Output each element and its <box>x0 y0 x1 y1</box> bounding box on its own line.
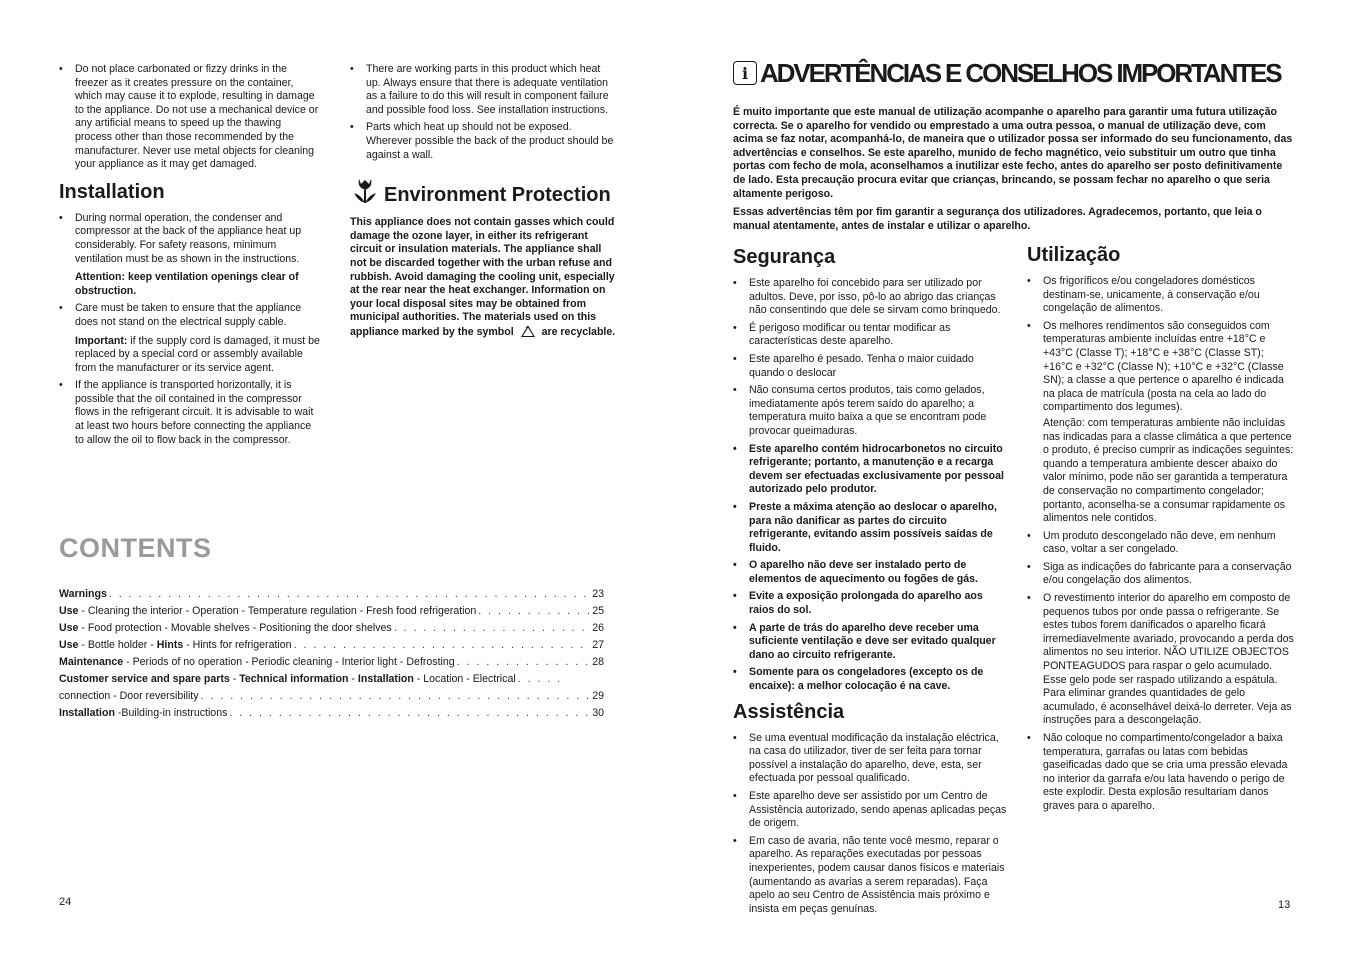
toc-text: connection - Door reversibility <box>59 690 199 702</box>
list-item <box>59 212 321 299</box>
toc-leader <box>518 673 564 685</box>
left-column-2 <box>350 63 618 339</box>
seguranca-list <box>733 277 1008 694</box>
environment-text <box>350 216 618 339</box>
list-item <box>1027 320 1295 526</box>
environment-text-main: This appliance does not contain gasses which could damage the ozone layer, in either its refrigerant circuit or insulation materials. The appliance shall not be discarded together with the urban refuse and rubbish. Avoid damaging the cooling unit, especially at the rear near the heat exchanger. Information on your local disposal sites may be obtained from municipal authorities. The materials used on this appliance marked by the symbol <box>350 216 615 338</box>
list-item: • A parte de trás do aparelho deve receber uma suficiente ventilação e deve ser evitado qualquer dano ao circuito refrigerante. <box>733 622 1008 663</box>
important-label: Important: <box>75 334 128 347</box>
toc-text: - Cleaning the interior - Operation - Temperature regulation - Fresh food refrigeration <box>78 605 477 617</box>
toc-page: 26 <box>592 622 604 634</box>
list-item: • Parts which heat up should not be exposed. Wherever possible the back of the product should be against a wall. <box>350 121 618 162</box>
ventilation-list <box>350 63 618 162</box>
pt-intro <box>733 106 1293 238</box>
toc-leader <box>109 588 590 600</box>
toc-page: 23 <box>592 588 604 600</box>
environment-text-end: are recyclable. <box>541 325 616 338</box>
pt-page-title <box>733 58 1281 88</box>
toc-text: - Hints for refrigeration <box>183 639 292 651</box>
climate-attention-note: Atenção: com temperaturas ambiente não incluídas nas indicadas para a classe climática a que pertence o produto, é preciso cumprir as indicações seguintes: quando a temperatura ambiente descer abaixo do valor mínimo, pode não ser garantida a temperatura de conservação no compartimento congelador; portanto, aconselha-se a consumar rapidamente os alimentos nele contidos. <box>1043 416 1294 525</box>
intro-paragraph-2: Essas advertências têm por fim garantir a segurança dos utilizadores. Agradecemos, portanto, que leia o manual atentamente, antes de instalar e utilizar o aparelho. <box>733 206 1262 232</box>
toc-row[interactable] <box>59 690 604 707</box>
toc-leader <box>394 622 590 634</box>
list-item: • Somente para os congeladores (excepto os de encaixe): a melhor colocação é na cave. <box>733 666 1008 693</box>
environment-header <box>350 176 618 206</box>
installation-list <box>59 212 321 448</box>
info-icon: i <box>733 61 757 85</box>
list-item: • Evite a exposição prolongada do aparelho aos raios do sol. <box>733 590 1008 617</box>
seguranca-heading: Segurança <box>733 246 836 268</box>
toc-text: - Food protection - Movable shelves - Positioning the door shelves <box>78 622 392 634</box>
toc-page: 28 <box>592 656 604 668</box>
toc-page: 25 <box>592 605 604 617</box>
tulip-icon <box>350 176 380 206</box>
toc-bold: Use <box>59 639 79 651</box>
page-number-right: 13 <box>1278 899 1291 911</box>
toc-text: - Bottle holder - <box>78 639 157 651</box>
list-item: • Um produto descongelado não deve, em nenhum caso, voltar a ser congelado. <box>1027 530 1295 557</box>
list-item: • O revestimento interior do aparelho em composto de pequenos tubos por onde passa o refrigerante. Se estes tubos forem danificados o aparelho ficará irremediavelmente avariado, provocando a perda dos alimentos no seu interior. NÃO UTILIZE OBJECTOS PONTEAGUDOS para raspar o gelo acumulado. Esse gelo pode ser raspado utilizando a espátula. Para eliminar grandes quantidades de gelo acumulado, é aconselhável deixá-lo derreter. Veja as instruções para a descongelação. <box>1027 592 1295 728</box>
toc-bold: Use <box>59 622 79 634</box>
list-item: • Se uma eventual modificação da instalação eléctrica, na casa do utilizador, tiver de ser feita para tornar possível a instalação do aparelho, deve, esta, ser efectuada por pessoal qualificado. <box>733 732 1008 786</box>
toc-leader <box>201 690 591 702</box>
left-column-1 <box>59 63 321 451</box>
attention-note: Attention: keep ventilation openings clear of obstruction. <box>75 271 299 297</box>
toc-bold: Maintenance <box>59 656 124 668</box>
intro-paragraph-1: É muito importante que este manual de utilização acompanhe o aparelho para garantir uma futura utilização correcta. Se o aparelho for vendido ou emprestado a uma outra pessoa, o manual de utilização deve, com acima se faz notar, acompanhá-lo, de maneira que o utilizador possa ser informado do seu funcionamento, das advertências e conselhos. Se este aparelho, munido de fecho magnético, veio substituir um outro que tinha portas com fecho de mola, aconselhamos a inutilizar este fecho, antes do aparelho ser posto definitivamente de lado. Esta precaução procura evitar que crianças, brincando, se possam fechar no aparelho o que seria altamente perigoso. <box>733 106 1293 200</box>
list-item: • É perigoso modificar ou tentar modificar as características deste aparelho. <box>733 322 1008 349</box>
list-item: • Este aparelho foi concebido para ser utilizado por adultos. Deve, por isso, pô-lo ao abrigo das crianças não consentindo que dele se sirvam como brinquedo. <box>733 277 1008 318</box>
toc-page: 27 <box>592 639 604 651</box>
list-item: • Este aparelho deve ser assistido por um Centro de Assistência autorizado, sendo apenas aplicadas peças de origem. <box>733 790 1008 831</box>
toc-leader <box>294 639 591 651</box>
climate-class-text: Os melhores rendimentos são conseguidos com temperaturas ambiente incluídas entre +18°C e +43°C (Classe T); +18°C e +38°C (Classe ST); +16°C e +32°C (Classe N); +10°C e +32°C (Classe SN); a classe a que pertence o aparelho é indicada na placa de matrícula (posta na cela ao lado do compartimento dos legumes). <box>1043 319 1284 414</box>
toc-row[interactable] <box>59 707 604 724</box>
page-number-left: 24 <box>59 896 72 908</box>
right-column-2 <box>1027 243 1295 818</box>
assistencia-list <box>733 732 1008 917</box>
right-column-1 <box>733 245 1008 920</box>
table-of-contents <box>59 588 604 724</box>
installation-heading: Installation <box>59 180 165 203</box>
important-text: if the supply cord is damaged, it must be replaced by a special cord or assembly available from the manufacturer or its service agent. <box>75 334 320 374</box>
utilizacao-list <box>1027 275 1295 814</box>
toc-bold: Warnings <box>59 588 107 600</box>
list-item: • Este aparelho contém hidrocarbonetos no circuito refrigerante; portanto, a manutenção e a recarga devem ser efectuadas exclusivamente por pessoal autorizado pelo produtor. <box>733 443 1008 497</box>
toc-page: 29 <box>592 690 604 702</box>
toc-row[interactable] <box>59 639 604 656</box>
toc-bold: Hints <box>156 639 184 651</box>
toc-text: - Periods of no operation - Periodic cleaning - Interior light - Defrosting <box>123 656 455 668</box>
list-item: • If the appliance is transported horizontally, it is possible that the oil contained in the compressor flows in the refrigerant circuit. It is advisable to wait at least two hours before connecting the appliance to allow the oil to flow back in the compressor. <box>59 379 321 447</box>
toc-row[interactable] <box>59 622 604 639</box>
toc-page: 30 <box>592 707 604 719</box>
list-item: • Não consuma certos produtos, tais como gelados, imediatamente após terem saído do aparelho; a temperatura muito baixa a que se encontram pode provocar queimaduras. <box>733 384 1008 438</box>
list-item: • Do not place carbonated or fizzy drinks in the freezer as it creates pressure on the container, which may cause it to explode, resulting in damage to the appliance. Do not use a mechanical device or any artificial means to speed up the thawing process other than those recommended by the manufacturer. Never use metal objects for cleaning your appliance as it may get damaged. <box>59 63 321 172</box>
toc-bold: Technical information <box>239 673 349 685</box>
toc-text: - <box>348 673 358 685</box>
environment-heading: Environment Protection <box>384 184 611 207</box>
toc-bold: Installation <box>59 707 115 719</box>
freezer-warning-list <box>59 63 321 172</box>
list-item: • Preste a máxima atenção ao deslocar o aparelho, para não danificar as partes do circuito refrigerante, evitando assim possíveis saídas de fluido. <box>733 501 1008 555</box>
toc-leader <box>229 707 590 719</box>
toc-bold: Installation <box>357 673 414 685</box>
recycle-icon <box>520 325 536 339</box>
toc-row[interactable] <box>59 656 604 673</box>
list-item: • Os frigoríficos e/ou congeladores domésticos destinam-se, unicamente, à conservação e/ou congelação de alimentos. <box>1027 275 1295 316</box>
toc-leader <box>478 605 590 617</box>
assistencia-heading: Assistência <box>733 700 845 723</box>
toc-row[interactable] <box>59 605 604 622</box>
contents-title: CONTENTS <box>59 533 212 563</box>
list-item: • O aparelho não deve ser instalado perto de elementos de aquecimento ou fogões de gás. <box>733 559 1008 586</box>
toc-leader <box>457 656 591 668</box>
toc-row[interactable] <box>59 673 604 690</box>
installation-item-1: During normal operation, the condenser and compressor at the back of the appliance heat up considerably. For safety reasons, minimum ventilation must be as shown in the instructions. <box>75 211 302 265</box>
list-item: • Em caso de avaria, não tente você mesmo, reparar o aparelho. As reparações executadas por pessoas inexperientes, podem causar danos físicos e materiais (aumentando as avarias a serem reparadas). Faça apelo ao seu Centro de Assistência mais próximo e insista em peças genuínas. <box>733 835 1008 917</box>
toc-row[interactable] <box>59 588 604 605</box>
toc-text: - Location - Electrical <box>413 673 516 685</box>
warnings-title: ADVERTÊNCIAS E CONSELHOS IMPORTANTES <box>760 58 1281 88</box>
toc-text: -Building-in instructions <box>114 707 228 719</box>
list-item <box>59 302 321 375</box>
toc-text: - <box>229 673 240 685</box>
toc-bold: Use <box>59 605 79 617</box>
installation-item-2: Care must be taken to ensure that the appliance does not stand on the electrical supply cable. <box>75 302 302 328</box>
important-note <box>75 335 321 376</box>
utilizacao-heading: Utilização <box>1027 244 1121 266</box>
list-item: • Este aparelho é pesado. Tenha o maior cuidado quando o deslocar <box>733 353 1008 380</box>
list-item: • There are working parts in this product which heat up. Always ensure that there is adequate ventilation as a failure to do this will result in component failure and possible food loss. See installation instructions. <box>350 63 618 117</box>
list-item: • Não coloque no compartimento/congelador a baixa temperatura, garrafas ou latas com bebidas gaseificadas dado que se cria uma pressão elevada no interior da garrafa e/ou lata havendo o perigo de este explodir. Desta explosão resultariam danos graves para o aparelho. <box>1027 732 1295 814</box>
toc-bold: Customer service and spare parts <box>59 673 230 685</box>
list-item: • Siga as indicações do fabricante para a conservação e/ou congelação dos alimentos. <box>1027 561 1295 588</box>
